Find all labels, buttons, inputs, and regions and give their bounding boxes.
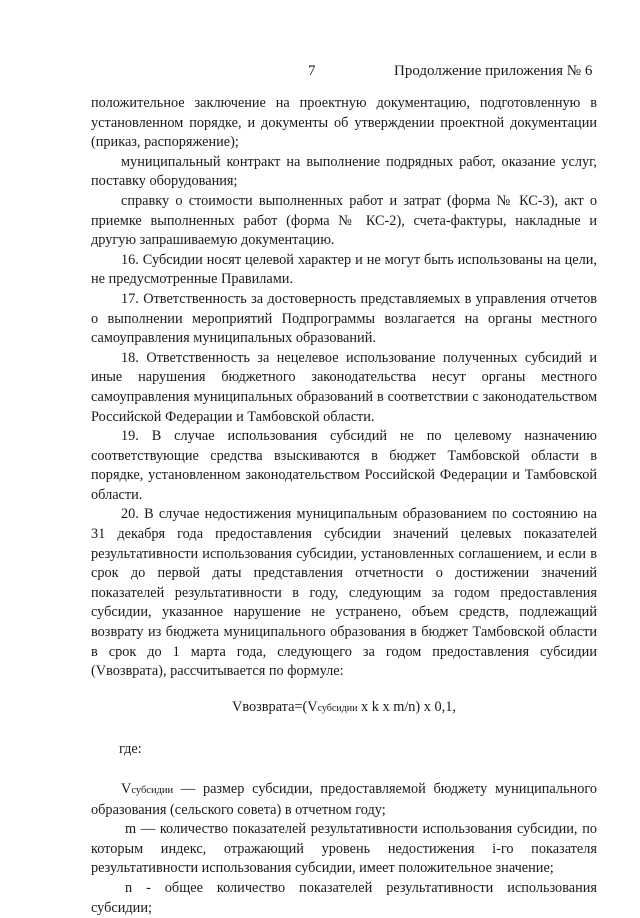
definition-v-sub: субсидии (131, 785, 174, 796)
definition-v (91, 780, 597, 820)
paragraph-certificate: справку о стоимости выполненных работ и затрат (форма № КС-3), акт о приемке выполненных работ (форма № КС-2), счета-фактуры, накладные и другую запрашиваемую документацию. (91, 192, 597, 249)
document-body (91, 94, 597, 918)
paragraph-17: 17. Ответственность за достоверность представляемых в управления отчетов о выполнении мероприятий Подпрограммы возлагается на органы местного самоуправления муниципальных образований. (91, 290, 597, 347)
where-label: где: (119, 741, 142, 758)
paragraph-19: 19. В случае использования субсидий не по целевому назначению соответствующие средства взыскиваются в бюджет Тамбовской области в порядке, установленном законодательством Российской Федерации и Тамбовской области. (91, 428, 597, 503)
paragraph-16: 16. Субсидии носят целевой характер и не могут быть использованы на цели, не предусмотренные Правилами. (91, 251, 597, 288)
page-number: 7 (308, 63, 316, 79)
definition-v-text: — размер субсидии, предоставляемой бюджету муниципального образования (сельского совета) в отчетном году; (91, 781, 597, 818)
page-header (0, 63, 640, 83)
formula-left: Vвозврата=(V (232, 698, 318, 715)
formula (91, 698, 597, 719)
paragraph-contract: муниципальный контракт на выполнение подрядных работ, оказание услуг, поставку оборудования; (91, 153, 597, 190)
definition-m: m — количество показателей результативности использования субсидии, по которым индекс, отражающий уровень недостижения i-го показателя результативности использования субсидии, имеет положительное значение; (91, 821, 597, 877)
paragraph-18: 18. Ответственность за нецелевое использование полученных субсидий и иные нарушения бюджетного законодательства несут органы местного самоуправления муниципальных образований в соответствии с законодательством Российской Федерации и Тамбовской области. (91, 349, 597, 425)
formula-right: x k x m/n) x 0,1, (357, 698, 456, 715)
definition-n: n - общее количество показателей результативности использования субсидии; (91, 879, 597, 916)
paragraph-20: 20. В случае недостижения муниципальным образованием по состоянию на 31 декабря года предоставления субсидии значений целевых показателей результативности использования субсидии, установленных соглашением, и если в срок до первой даты представления отчетности о достижении значений показателей результативности в году, следующим за годом предоставления субсидии, указанное нарушение не устранено, объем средств, подлежащий возврату из бюджета муниципального образования в бюджет Тамбовской области в срок до 1 марта года, следующего за годом предоставления субсидии (Vвозврата), рассчитывается по формуле: (91, 506, 597, 680)
definition-v-prefix: V (121, 781, 132, 797)
appendix-label: Продолжение приложения № 6 (394, 63, 593, 79)
formula-subscript: субсидии (317, 702, 358, 714)
paragraph-conclusion: положительное заключение на проектную документацию, подготовленную в установленном порядке, и документы об утверждении проектной документации (приказ, распоряжение); (91, 95, 597, 151)
